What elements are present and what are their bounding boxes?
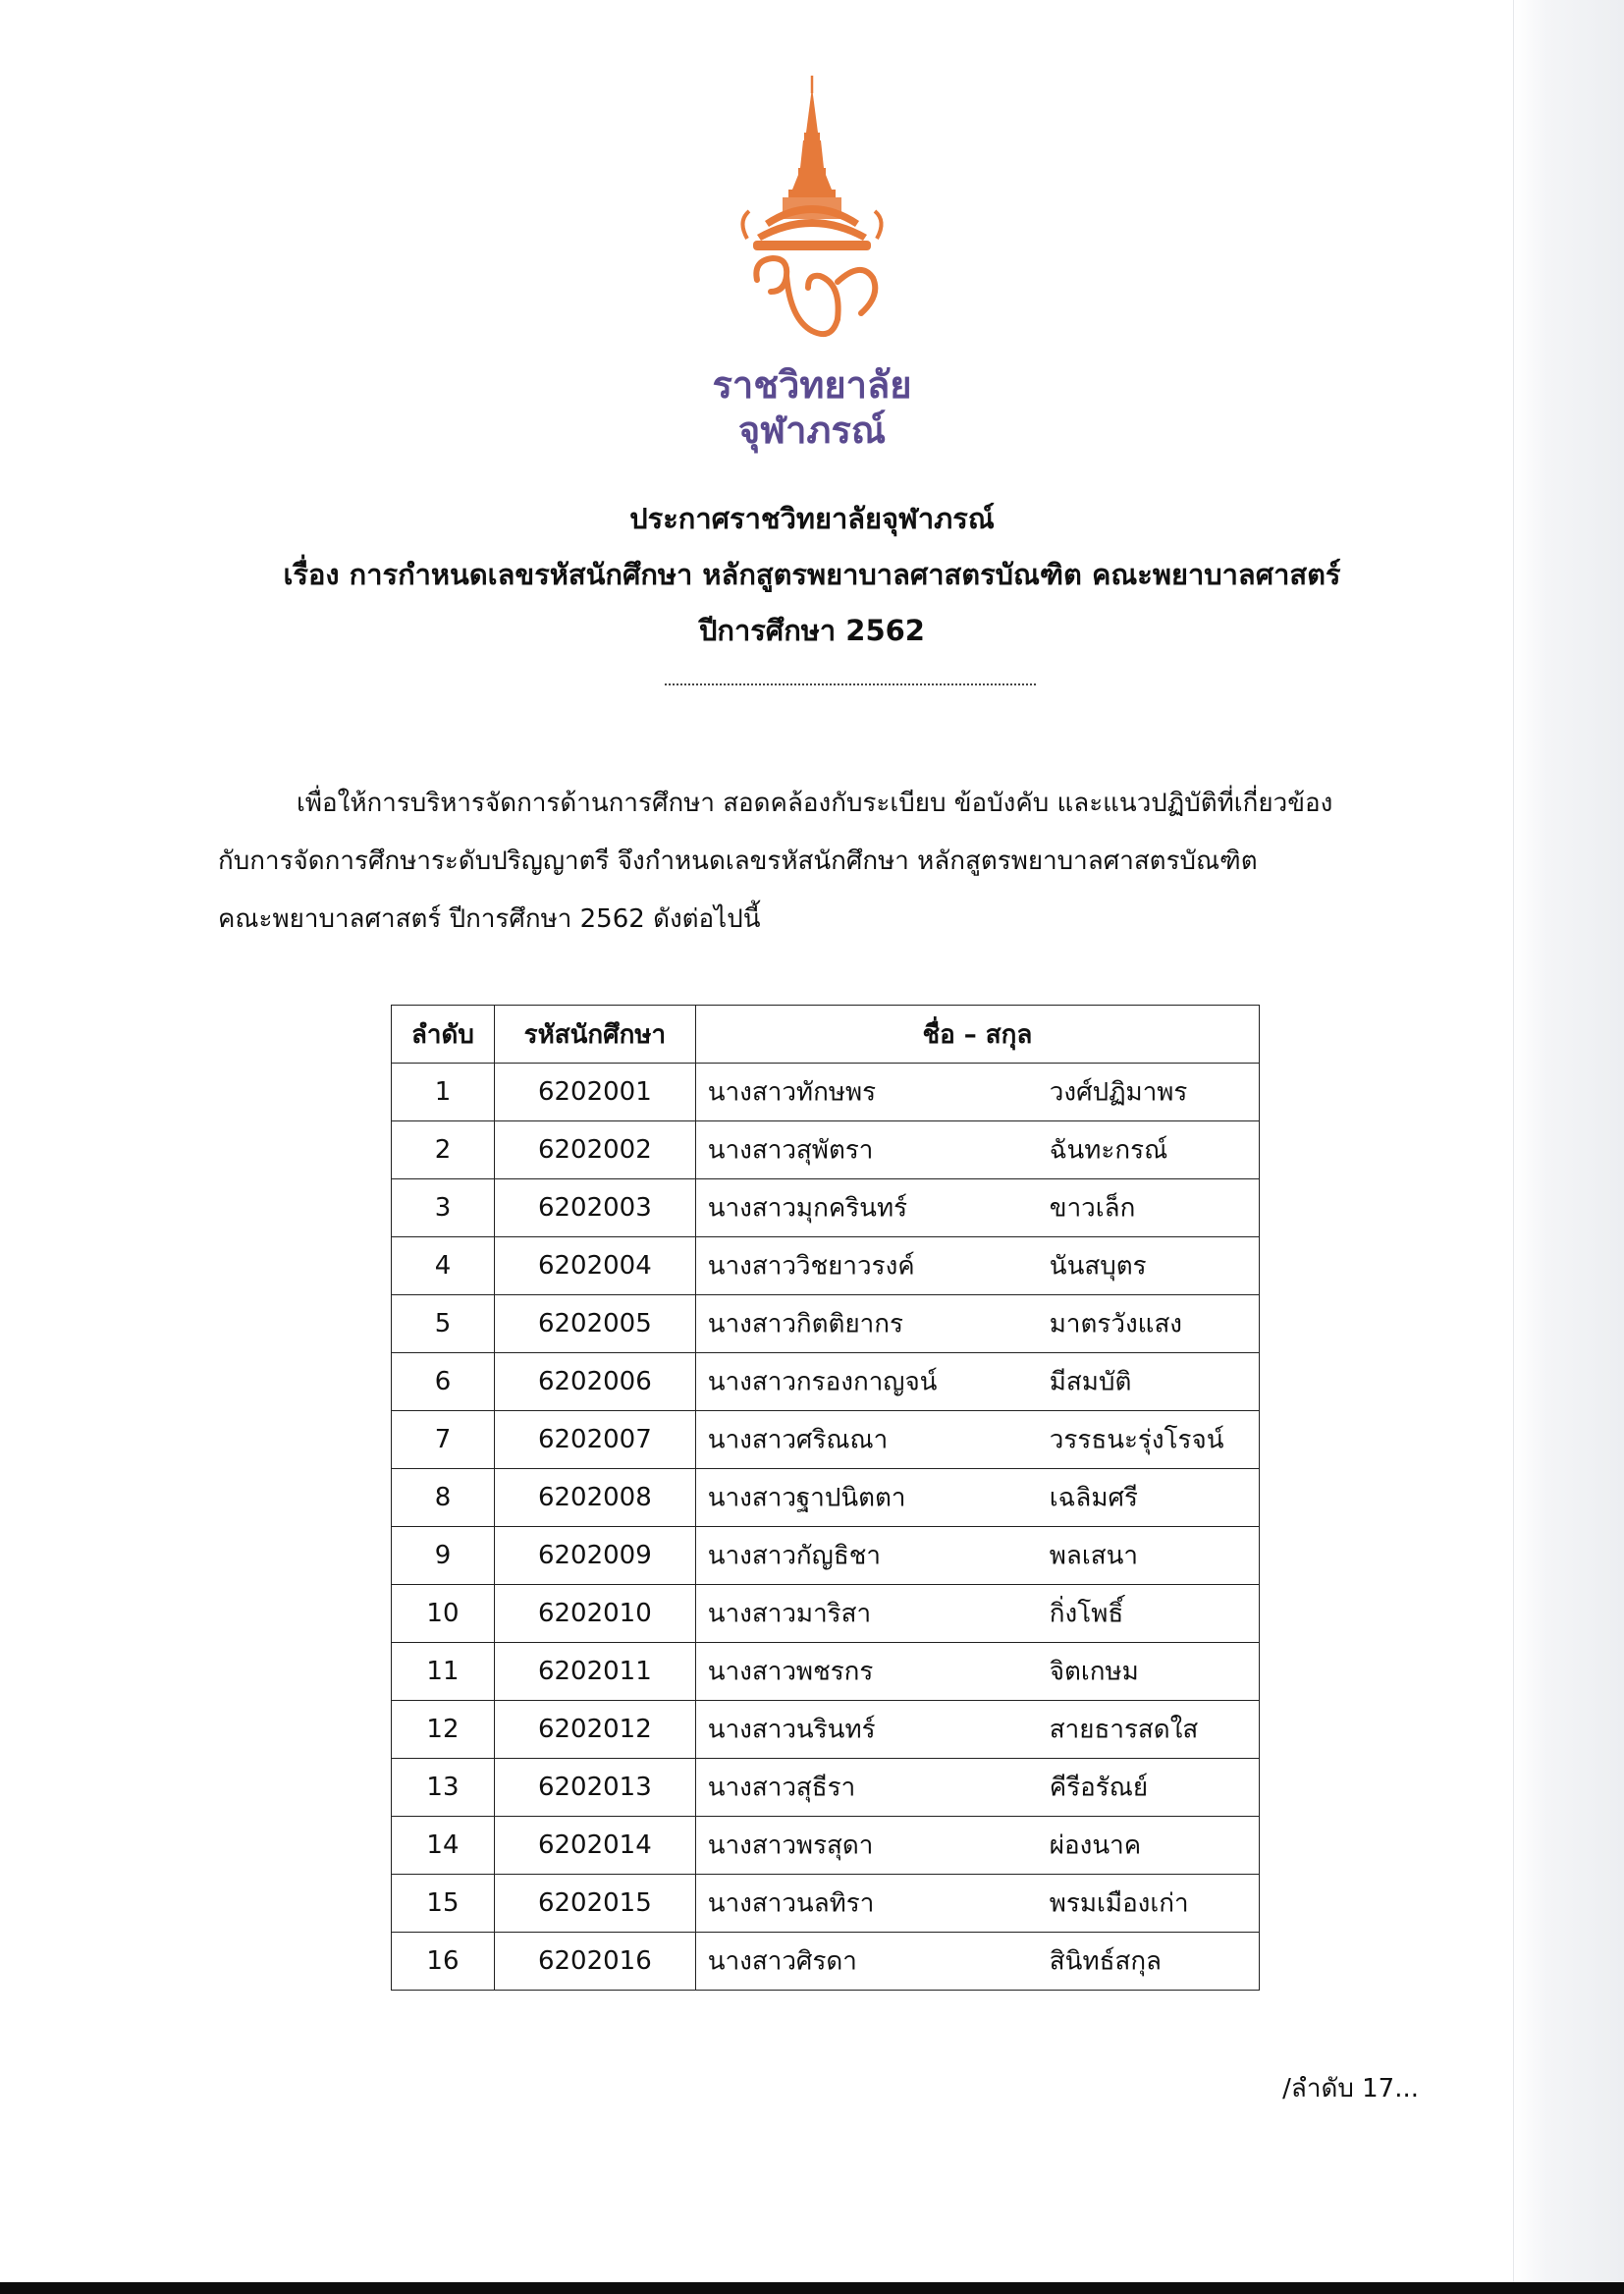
student-last-name: สินิทธ์สกุล (1049, 1946, 1162, 1977)
student-first-name: นางสาวมุกครินทร์ (707, 1193, 908, 1224)
student-id: 6202015 (494, 1875, 695, 1933)
student-last-name: เฉลิมศรี (1049, 1483, 1138, 1513)
college-name-line2: จุฬาภรณ์ (737, 409, 887, 452)
scan-bottom-edge (0, 2282, 1624, 2294)
row-number: 13 (392, 1759, 495, 1817)
table-row (392, 1469, 1260, 1527)
student-first-name: นางสาวสุธีรา (707, 1773, 856, 1803)
body-paragraph-line3: คณะพยาบาลศาสตร์ ปีการศึกษา 2562 ดังต่อไปนี้ (218, 904, 761, 934)
table-row (392, 1759, 1260, 1817)
student-last-name: ฉันทะกรณ์ (1049, 1135, 1168, 1166)
table-header-row (392, 1006, 1260, 1064)
student-full-name (695, 1933, 1259, 1991)
student-first-name: นางสาวศิรดา (707, 1946, 857, 1977)
table-body (392, 1064, 1260, 1991)
table-row (392, 1411, 1260, 1469)
table-row (392, 1295, 1260, 1353)
scan-edge-shadow (1513, 0, 1624, 2294)
table-row (392, 1585, 1260, 1643)
table-row (392, 1527, 1260, 1585)
student-first-name: นางสาวมาริสา (707, 1599, 872, 1629)
student-last-name: นันสบุตร (1049, 1251, 1147, 1282)
college-name-line1: ราชวิทยาลัย (712, 363, 912, 407)
student-full-name (695, 1875, 1259, 1933)
student-last-name: กิ่งโพธิ์ (1049, 1599, 1124, 1629)
student-full-name (695, 1759, 1259, 1817)
student-last-name: ขาวเล็ก (1049, 1193, 1136, 1224)
student-first-name: นางสาวทักษพร (707, 1077, 877, 1108)
table-row (392, 1701, 1260, 1759)
student-last-name: ผ่องนาค (1049, 1830, 1142, 1861)
student-last-name: พรมเมืองเก่า (1049, 1888, 1189, 1919)
table-row (392, 1179, 1260, 1237)
student-full-name (695, 1064, 1259, 1121)
row-number: 5 (392, 1295, 495, 1353)
student-full-name (695, 1469, 1259, 1527)
student-id-table (391, 1005, 1260, 1991)
student-id: 6202004 (494, 1237, 695, 1295)
student-first-name: นางสาวพรสุดา (707, 1830, 874, 1861)
student-last-name: วรรธนะรุ่งโรจน์ (1049, 1425, 1224, 1455)
row-number: 14 (392, 1817, 495, 1875)
student-full-name (695, 1237, 1259, 1295)
student-full-name (695, 1121, 1259, 1179)
table-row (392, 1353, 1260, 1411)
dotted-divider (665, 683, 1036, 685)
announcement-academic-year: ปีการศึกษา 2562 (698, 614, 925, 647)
student-first-name: นางสาวสุพัตรา (707, 1135, 874, 1166)
student-id: 6202013 (494, 1759, 695, 1817)
announcement-subject: เรื่อง การกำหนดเลขรหัสนักศึกษา หลักสูตรพยาบาลศาสตรบัณฑิต คณะพยาบาลศาสตร์ (283, 558, 1341, 591)
student-last-name: มีสมบัติ (1049, 1367, 1132, 1397)
row-number: 7 (392, 1411, 495, 1469)
student-last-name: มาตรวังแสง (1049, 1309, 1183, 1339)
student-id: 6202016 (494, 1933, 695, 1991)
student-id: 6202014 (494, 1817, 695, 1875)
student-id: 6202010 (494, 1585, 695, 1643)
student-first-name: นางสาววิชยาวรงค์ (707, 1251, 915, 1282)
student-id: 6202006 (494, 1353, 695, 1411)
student-full-name (695, 1179, 1259, 1237)
student-id: 6202012 (494, 1701, 695, 1759)
student-full-name (695, 1353, 1259, 1411)
student-full-name (695, 1701, 1259, 1759)
student-first-name: นางสาวนลทิรา (707, 1888, 875, 1919)
student-first-name: นางสาวศริณณา (707, 1425, 889, 1455)
student-full-name (695, 1411, 1259, 1469)
table-row (392, 1121, 1260, 1179)
student-last-name: พลเสนา (1049, 1541, 1138, 1571)
student-id: 6202007 (494, 1411, 695, 1469)
announcement-title: ประกาศราชวิทยาลัยจุฬาภรณ์ (629, 502, 995, 535)
header-no: ลำดับ (392, 1006, 495, 1064)
student-last-name: สายธารสดใส (1049, 1715, 1199, 1745)
row-number: 8 (392, 1469, 495, 1527)
table-row (392, 1933, 1260, 1991)
table-row (392, 1237, 1260, 1295)
row-number: 1 (392, 1064, 495, 1121)
row-number: 9 (392, 1527, 495, 1585)
student-id: 6202005 (494, 1295, 695, 1353)
student-first-name: นางสาวกัญธิชา (707, 1541, 881, 1571)
student-first-name: นางสาวพชรกร (707, 1657, 874, 1687)
row-number: 3 (392, 1179, 495, 1237)
row-number: 15 (392, 1875, 495, 1933)
row-number: 10 (392, 1585, 495, 1643)
row-number: 12 (392, 1701, 495, 1759)
student-first-name: นางสาวนรินทร์ (707, 1715, 876, 1745)
college-crest-logo (714, 74, 910, 368)
student-first-name: นางสาวกรองกาญจน์ (707, 1367, 938, 1397)
student-last-name: วงศ์ปฏิมาพร (1049, 1077, 1188, 1108)
student-id: 6202011 (494, 1643, 695, 1701)
student-id: 6202001 (494, 1064, 695, 1121)
row-number: 4 (392, 1237, 495, 1295)
student-id: 6202008 (494, 1469, 695, 1527)
row-number: 6 (392, 1353, 495, 1411)
table-row (392, 1064, 1260, 1121)
row-number: 11 (392, 1643, 495, 1701)
student-full-name (695, 1295, 1259, 1353)
student-id: 6202003 (494, 1179, 695, 1237)
body-paragraph-line1: เพื่อให้การบริหารจัดการด้านการศึกษา สอดคล้องกับระเบียบ ข้อบังคับ และแนวปฏิบัติที่เกี่ยวข้อง (297, 789, 1333, 818)
table-row (392, 1875, 1260, 1933)
continuation-note: /ลำดับ 17... (1282, 2074, 1419, 2103)
header-name: ชื่อ – สกุล (695, 1006, 1259, 1064)
body-paragraph-line2: กับการจัดการศึกษาระดับปริญญาตรี จึงกำหนดเลขรหัสนักศึกษา หลักสูตรพยาบาลศาสตรบัณฑิต (218, 847, 1258, 876)
header-student-id: รหัสนักศึกษา (494, 1006, 695, 1064)
student-first-name: นางสาวฐาปนิตตา (707, 1483, 906, 1513)
student-full-name (695, 1817, 1259, 1875)
table-row (392, 1817, 1260, 1875)
student-id: 6202002 (494, 1121, 695, 1179)
table-row (392, 1643, 1260, 1701)
student-full-name (695, 1527, 1259, 1585)
student-id: 6202009 (494, 1527, 695, 1585)
row-number: 2 (392, 1121, 495, 1179)
student-last-name: คีรีอรัณย์ (1049, 1773, 1149, 1803)
student-last-name: จิตเกษม (1049, 1657, 1139, 1687)
student-first-name: นางสาวกิตติยากร (707, 1309, 903, 1339)
student-full-name (695, 1585, 1259, 1643)
row-number: 16 (392, 1933, 495, 1991)
student-full-name (695, 1643, 1259, 1701)
